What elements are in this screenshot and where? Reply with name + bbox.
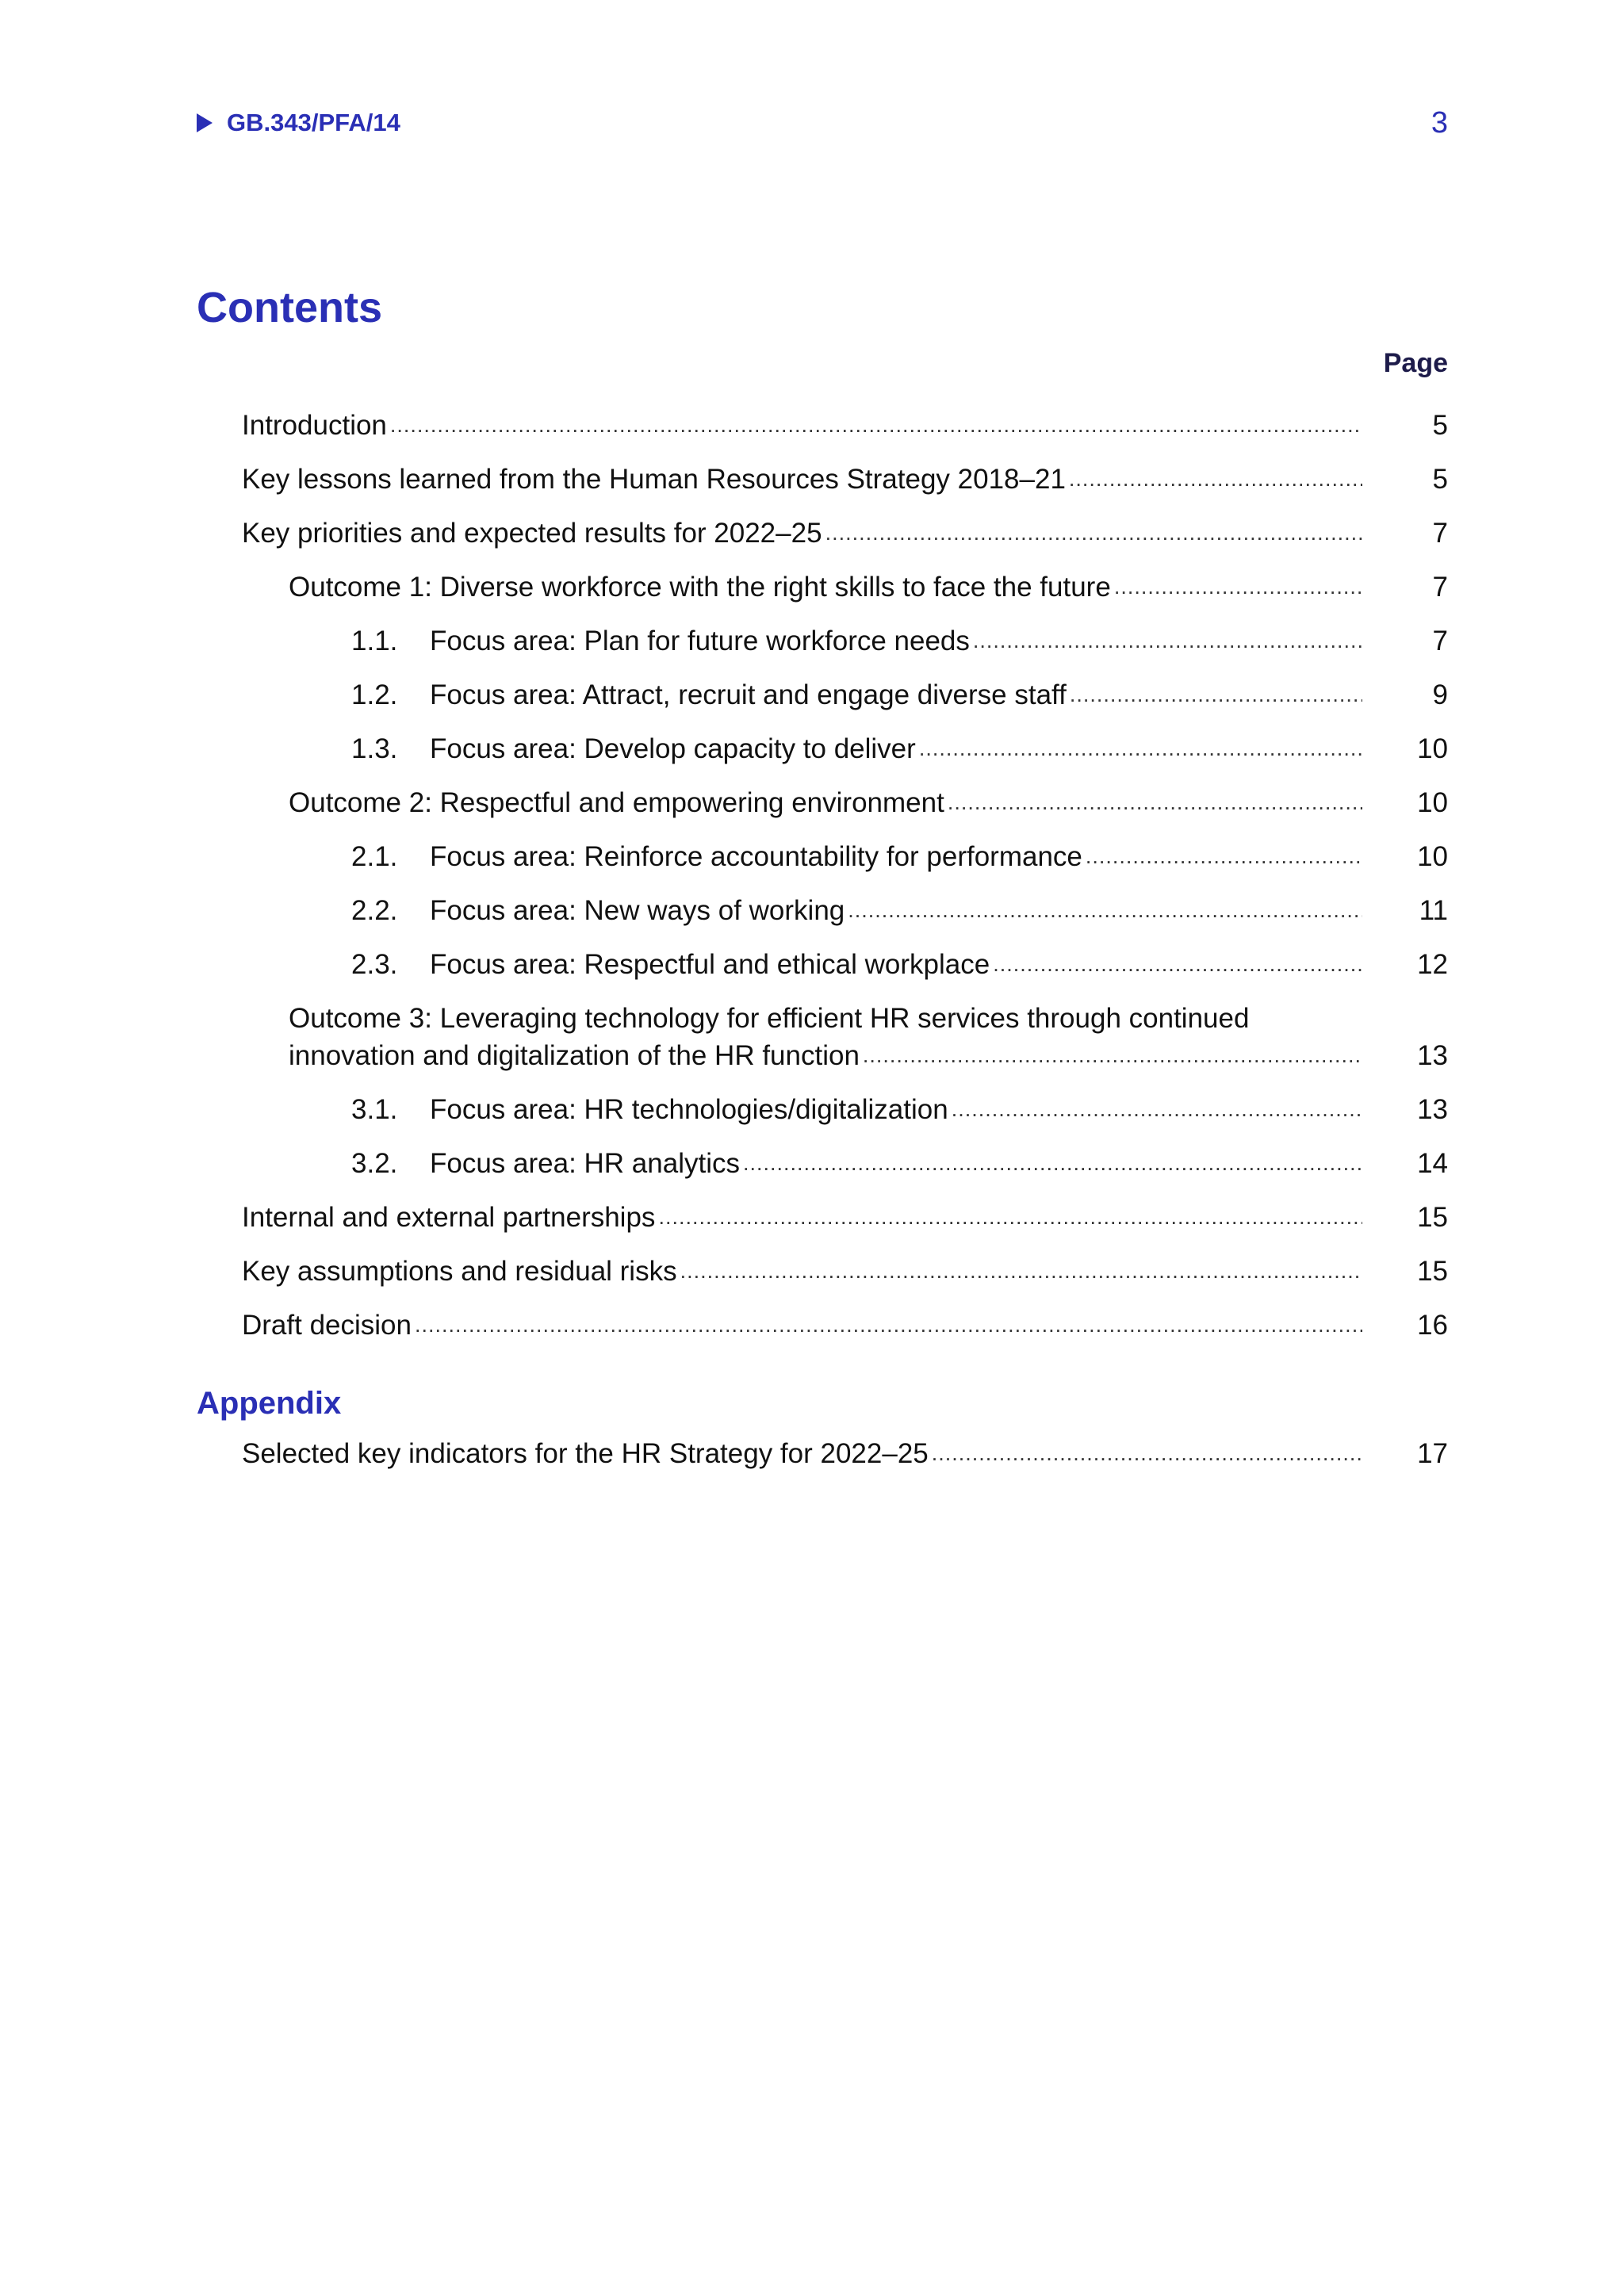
toc-entry-number: 1.3. (351, 733, 398, 764)
toc-entry-page: 5 (1432, 464, 1448, 495)
toc-entry-page: 5 (1432, 410, 1448, 441)
toc-entry-page: 17 (1417, 1438, 1448, 1469)
toc-entry-partnerships[interactable] (242, 1199, 1448, 1236)
toc-entry-page: 10 (1417, 787, 1448, 818)
toc-entry-page: 10 (1417, 841, 1448, 872)
toc-entry-page: 13 (1417, 1040, 1448, 1071)
dot-leader (1086, 838, 1362, 875)
dot-leader (948, 784, 1362, 821)
toc-entry-2-3[interactable] (351, 946, 1448, 983)
toc-entry-page: 7 (1432, 626, 1448, 656)
toc-entry-label: Focus area: Respectful and ethical workplace (430, 949, 990, 980)
toc-entry-key-priorities[interactable] (242, 515, 1448, 552)
toc-entry-page: 11 (1419, 895, 1448, 926)
toc-entry-draft-decision[interactable] (242, 1307, 1448, 1344)
dot-leader (952, 1091, 1362, 1128)
dot-leader (1114, 568, 1362, 606)
toc-entry-page: 7 (1432, 572, 1448, 603)
dot-leader (415, 1307, 1362, 1344)
dot-leader (680, 1253, 1362, 1290)
toc-entry-page: 15 (1417, 1202, 1448, 1233)
toc-entry-page: 13 (1417, 1094, 1448, 1125)
toc-entry-key-lessons[interactable] (242, 461, 1448, 498)
toc-entry-page: 10 (1417, 733, 1448, 764)
toc-entry-outcome-2[interactable] (289, 784, 1448, 821)
toc-entry-outcome-3[interactable] (289, 1037, 1448, 1074)
toc-entry-label: innovation and digitalization of the HR function (289, 1040, 860, 1071)
toc-entry-label: Focus area: New ways of working (430, 895, 845, 926)
toc-entry-1-1[interactable] (351, 622, 1448, 660)
toc-entry-label: Focus area: Attract, recruit and engage diverse staff (430, 679, 1067, 710)
toc-entry-label: Focus area: HR analytics (430, 1148, 740, 1179)
toc-entry-number: 1.1. (351, 626, 398, 656)
page-number: 3 (1431, 106, 1448, 140)
toc-entry-1-2[interactable] (351, 676, 1448, 714)
toc-entry-label: Draft decision (242, 1310, 412, 1341)
toc-entry-page: 12 (1417, 949, 1448, 980)
toc-entry-label: Key priorities and expected results for 2022–25 (242, 518, 822, 549)
toc-entry-1-3[interactable] (351, 730, 1448, 767)
toc-entry-page: 14 (1417, 1148, 1448, 1179)
dot-leader (390, 407, 1362, 444)
toc-entry-label: Key assumptions and residual risks (242, 1256, 677, 1287)
toc-entry-label: Focus area: HR technologies/digitalization (430, 1094, 948, 1125)
toc-entry-number: 3.2. (351, 1148, 398, 1179)
toc-entry-outcome-1[interactable] (289, 568, 1448, 606)
toc-entry-label: Selected key indicators for the HR Strategy for 2022–25 (242, 1438, 929, 1469)
dot-leader (848, 892, 1362, 929)
dot-leader (1070, 676, 1362, 714)
toc-entry-label: Internal and external partnerships (242, 1202, 656, 1233)
toc-entry-label: Outcome 1: Diverse workforce with the right skills to face the future (289, 572, 1111, 603)
toc-entry-assumptions[interactable] (242, 1253, 1448, 1290)
toc-entry-number: 1.2. (351, 679, 398, 710)
toc-entry-page: 15 (1417, 1256, 1448, 1287)
toc-entry-label: Focus area: Plan for future workforce needs (430, 626, 970, 656)
dot-leader (863, 1037, 1362, 1074)
toc-entry-number: 2.3. (351, 949, 398, 980)
toc-entry-label: Outcome 2: Respectful and empowering environment (289, 787, 944, 818)
toc-entry-introduction[interactable] (242, 407, 1448, 444)
toc-entry-label: Key lessons learned from the Human Resources Strategy 2018–21 (242, 464, 1066, 495)
toc-entry-number: 3.1. (351, 1094, 398, 1125)
toc-entry-outcome-3-line1[interactable]: Outcome 3: Leveraging technology for efficient HR services through continued (289, 1003, 1250, 1034)
dot-leader (932, 1435, 1362, 1472)
dot-leader (1069, 461, 1362, 498)
toc-entry-page: 16 (1417, 1310, 1448, 1341)
toc-entry-page: 7 (1432, 518, 1448, 549)
triangle-right-icon (197, 113, 213, 132)
toc-entry-label: Focus area: Reinforce accountability for performance (430, 841, 1082, 872)
document-reference (197, 105, 400, 141)
dot-leader (658, 1199, 1362, 1236)
toc-entry-3-2[interactable] (351, 1145, 1448, 1182)
page-header (197, 105, 1448, 141)
dot-leader (919, 730, 1362, 767)
dot-leader (743, 1145, 1362, 1182)
toc-entry-2-1[interactable] (351, 838, 1448, 875)
dot-leader (825, 515, 1362, 552)
contents-heading: Contents (197, 284, 382, 331)
dot-leader (973, 622, 1362, 660)
toc-entry-label: Introduction (242, 410, 387, 441)
document-reference-text: GB.343/PFA/14 (227, 109, 400, 136)
toc-entry-3-1[interactable] (351, 1091, 1448, 1128)
toc-entry-label: Focus area: Develop capacity to deliver (430, 733, 916, 764)
toc-entry-number: 2.2. (351, 895, 398, 926)
toc-entry-2-2[interactable] (351, 892, 1448, 929)
dot-leader (993, 946, 1362, 983)
toc-entry-appendix-indicators[interactable] (242, 1435, 1448, 1472)
appendix-heading: Appendix (197, 1386, 342, 1421)
toc-entry-number: 2.1. (351, 841, 398, 872)
toc-entry-page: 9 (1432, 679, 1448, 710)
page-column-label: Page (1383, 348, 1448, 378)
